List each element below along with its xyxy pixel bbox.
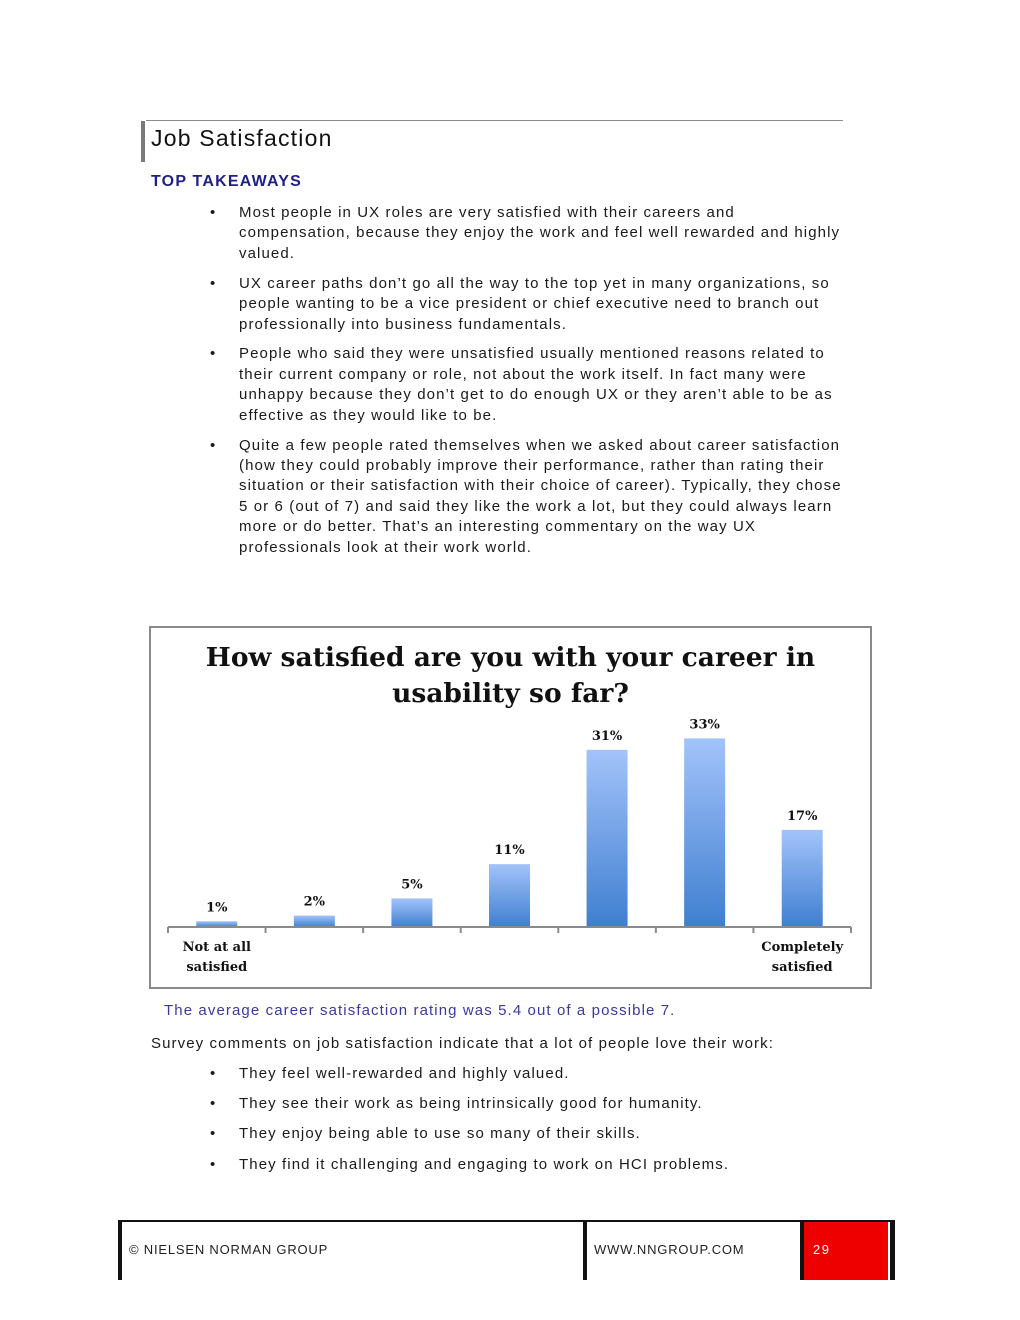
data-label: 2% [303,894,326,910]
takeaway-text: Most people in UX roles are very satisfied with their careers and compensation, because they enjoy the work and feel well rewarded and highly valued. [239,204,841,262]
data-label: 5% [401,877,423,893]
page-number: 29 [813,1242,831,1257]
chart-plot [151,628,870,987]
data-label: 11% [494,843,525,859]
chart-bar [391,898,432,927]
chart-caption: The average career satisfaction rating was 5.4 out of a possible 7. [164,1002,676,1019]
bullet-icon: • [210,1065,217,1082]
section-title: Job Satisfaction [151,125,333,151]
list-item [151,1064,851,1084]
data-label: 33% [689,717,720,733]
takeaway-text: Quite a few people rated themselves when we asked about career satisfaction (how they could probably improve their performance, rather than rating their situation or their satisfaction with their choice of career). Typically, they chose 5 or 6 (out of 7) and said they like the work a lot, but they could always learn more or do better. That’s an interesting commentary on the way UX professionals look at their work world. [239,436,842,556]
bullet-icon: • [210,1155,217,1173]
comment-text: They feel well-rewarded and highly valued. [239,1065,570,1082]
comments-intro: Survey comments on job satisfaction indicate that a lot of people love their work: [151,1035,774,1052]
bullet-icon: • [210,274,217,292]
page-footer [118,1220,895,1280]
footer-divider [890,1220,895,1280]
comment-text: They find it challenging and engaging to work on HCI problems. [239,1155,730,1173]
x-tick-label: Not at all satisfied [182,940,251,975]
takeaway-text: People who said they were unsatisfied usually mentioned reasons related to their current company or role, not about the work itself. In fact many were unhappy because they don’t get to do enough UX or they aren’t able to be as effective as they would like to be. [239,345,833,424]
list-item [151,1124,851,1144]
bullet-icon: • [210,1095,217,1113]
chart-bar [489,864,530,927]
list-item [151,344,851,426]
x-tick-label: Completely satisfied [761,940,844,975]
data-label: 17% [786,808,818,824]
comments-list [151,1064,851,1185]
footer-divider [118,1220,122,1280]
bullet-icon: • [210,345,217,363]
chart-bar [587,750,628,927]
data-label: 31% [591,728,623,744]
chart-bar [782,830,823,927]
bullet-icon: • [210,436,217,454]
bullet-icon: • [210,204,217,221]
takeaway-text: UX career paths don’t go all the way to the top yet in many organizations, so people wanting to be a vice president or chief executive need to branch out professionally into business fundamentals. [239,274,830,333]
heading-accent-bar [141,121,145,162]
footer-divider [583,1220,587,1280]
footer-copyright: © NIELSEN NORMAN GROUP [129,1242,329,1257]
footer-rule [118,1220,895,1222]
data-label: 1% [206,900,228,916]
chart-title: How satisfied are you with your career in usability so far? [205,642,816,709]
list-item [151,203,851,264]
takeaways-list [151,203,851,568]
list-item [151,436,851,558]
footer-website: WWW.NNGROUP.COM [594,1242,745,1257]
bullet-icon: • [210,1125,217,1143]
list-item [151,1155,851,1175]
list-item [151,1094,851,1114]
heading-rule [146,120,843,121]
comment-text: They enjoy being able to use so many of their skills. [239,1125,641,1143]
satisfaction-chart [149,626,872,989]
chart-bar [684,738,725,927]
chart-bar [294,916,335,927]
top-takeaways-heading: TOP TAKEAWAYS [151,173,303,190]
page-number-box [804,1222,888,1280]
comment-text: They see their work as being intrinsically good for humanity. [239,1095,703,1113]
list-item [151,274,851,335]
